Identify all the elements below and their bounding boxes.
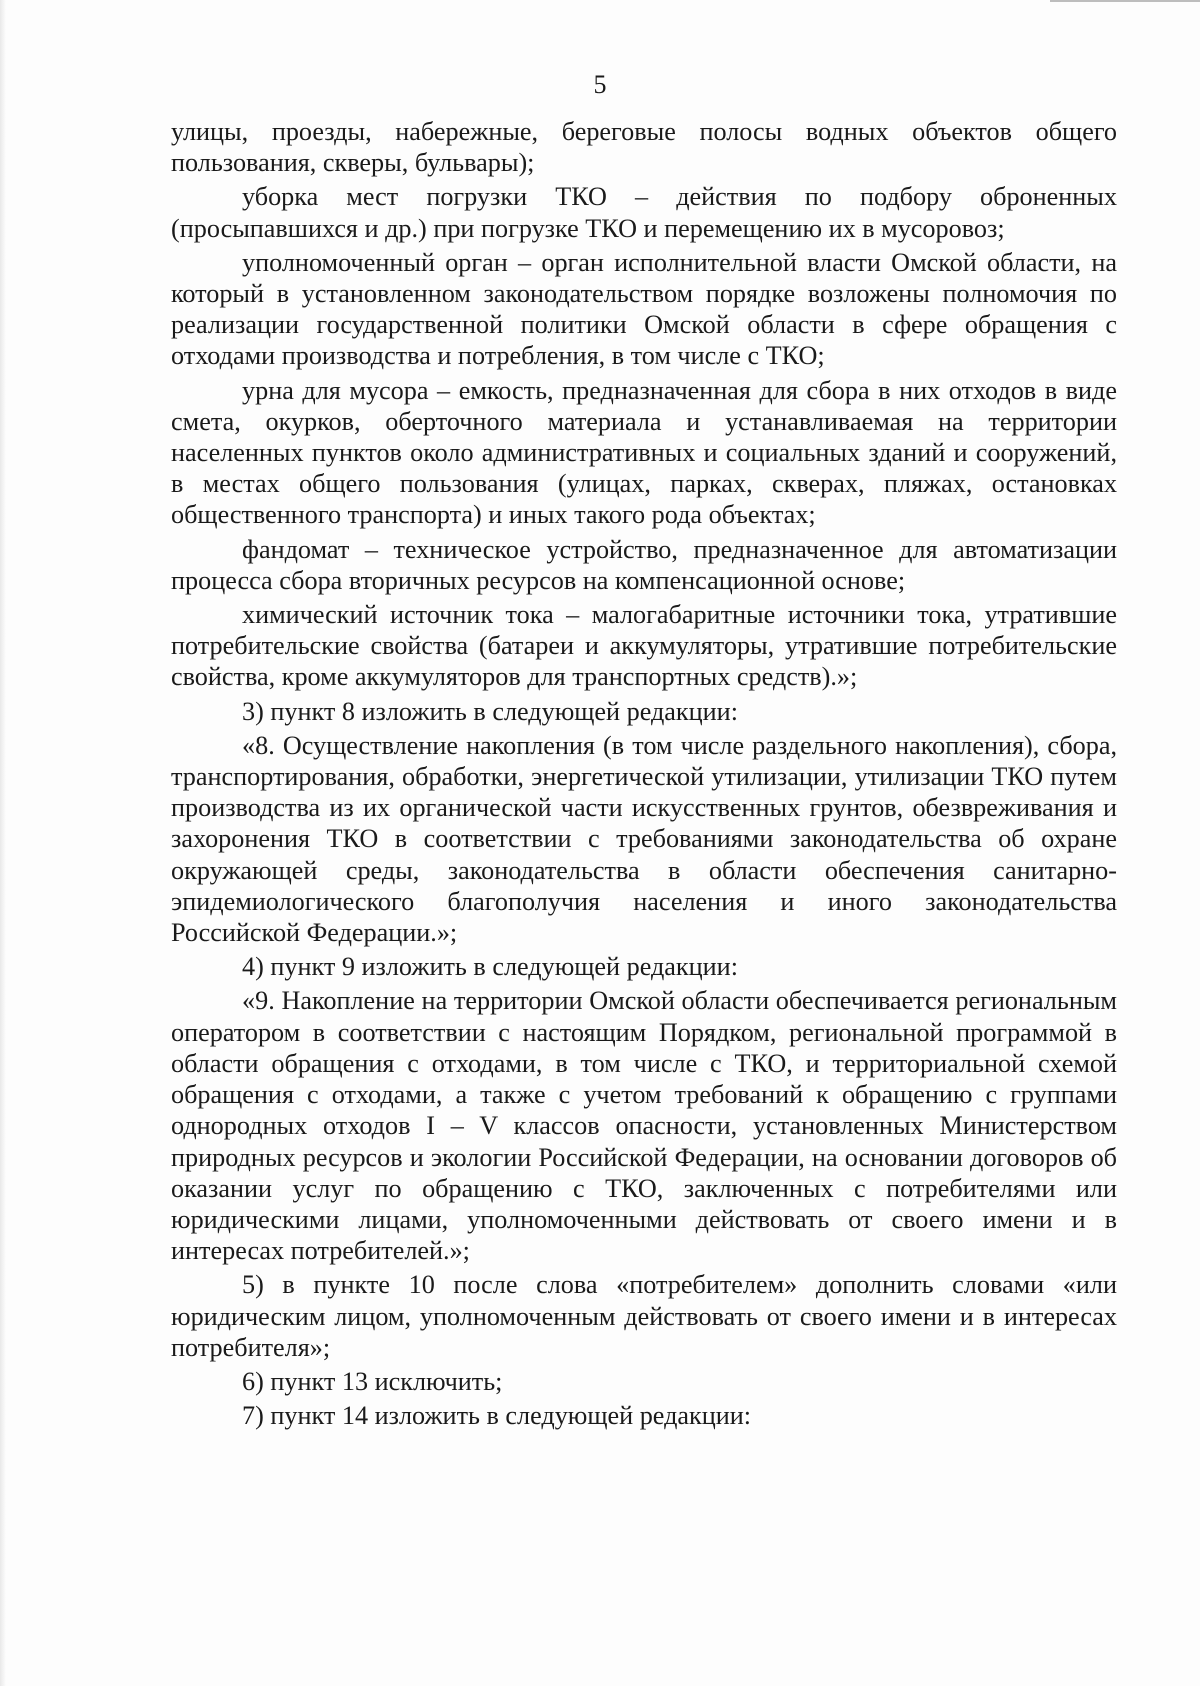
paragraph: фандомат – техническое устройство, предназначенное для автоматизации процесса сбора вторичных ресурсов на компенсационной основе;: [171, 534, 1117, 595]
top-rule: [1050, 0, 1200, 2]
paragraph: 3) пункт 8 изложить в следующей редакции:: [242, 696, 738, 726]
paragraph: 5) в пункте 10 после слова «потребителем» дополнить словами «или юридическим лицом, уполномоченным действовать от своего имени и в интересах потребителя»;: [171, 1270, 1117, 1362]
document-body: [171, 116, 1117, 1434]
paragraph: урна для мусора – емкость, предназначенная для сбора в них отходов в виде смета, окурков, оберточного материала и устанавливаемая на территории населенных пунктов около административных и социальных зданий и сооружений, в местах общего пользования (улицах, парках, скверах, пляжах, остановках общественного транспорта) и иных такого рода объектах;: [171, 375, 1117, 530]
paragraph: 7) пункт 14 изложить в следующей редакции:: [242, 1401, 752, 1431]
paragraph: 4) пункт 9 изложить в следующей редакции:: [242, 952, 738, 982]
paragraph: химический источник тока – малогабаритные источники тока, утратившие потребительские свойства (батареи и аккумуляторы, утратившие потребительские свойства, кроме аккумуляторов для транспортных средств).»;: [171, 600, 1117, 692]
scan-edge: [0, 0, 6, 1686]
page-number: 5: [593, 70, 607, 99]
paragraph: уполномоченный орган – орган исполнительной власти Омской области, на который в установленном законодательством порядке возложены полномочия по реализации государственной политики Омской области в сфере обращения с отходами производства и потребления, в том числе с ТКО;: [171, 247, 1117, 371]
paragraph: «8. Осуществление накопления (в том числе раздельного накопления), сбора, транспортирования, обработки, энергетической утилизации, утилизации ТКО путем производства из их органической части искусственных грунтов, обезвреживания и захоронения ТКО в соответствии с требованиями законодательства об охране окружающей среды, законодательства в области обеспечения санитарно-эпидемиологического благополучия населения и иного законодательства Российской Федерации.»;: [171, 730, 1117, 948]
paragraph: «9. Накопление на территории Омской области обеспечивается региональным оператором в соответствии с настоящим Порядком, региональной программой в области обращения с отходами, в том числе с ТКО, и территориальной схемой обращения с отходами, а также с учетом требований к обращению с группами однородных отходов I – V классов опасности, установленных Министерством природных ресурсов и экологии Российской Федерации, на основании договоров об оказании услуг по обращению с ТКО, заключенных с потребителями или юридическими лицами, уполномоченными действовать от своего имени и в интересах потребителей.»;: [171, 986, 1117, 1266]
paragraph: уборка мест погрузки ТКО – действия по подбору оброненных (просыпавшихся и др.) при погрузке ТКО и перемещению их в мусоровоз;: [171, 182, 1117, 243]
paragraph: 6) пункт 13 исключить;: [242, 1366, 503, 1396]
paragraph: улицы, проезды, набережные, береговые полосы водных объектов общего пользования, скверы, бульвары);: [171, 117, 1117, 178]
